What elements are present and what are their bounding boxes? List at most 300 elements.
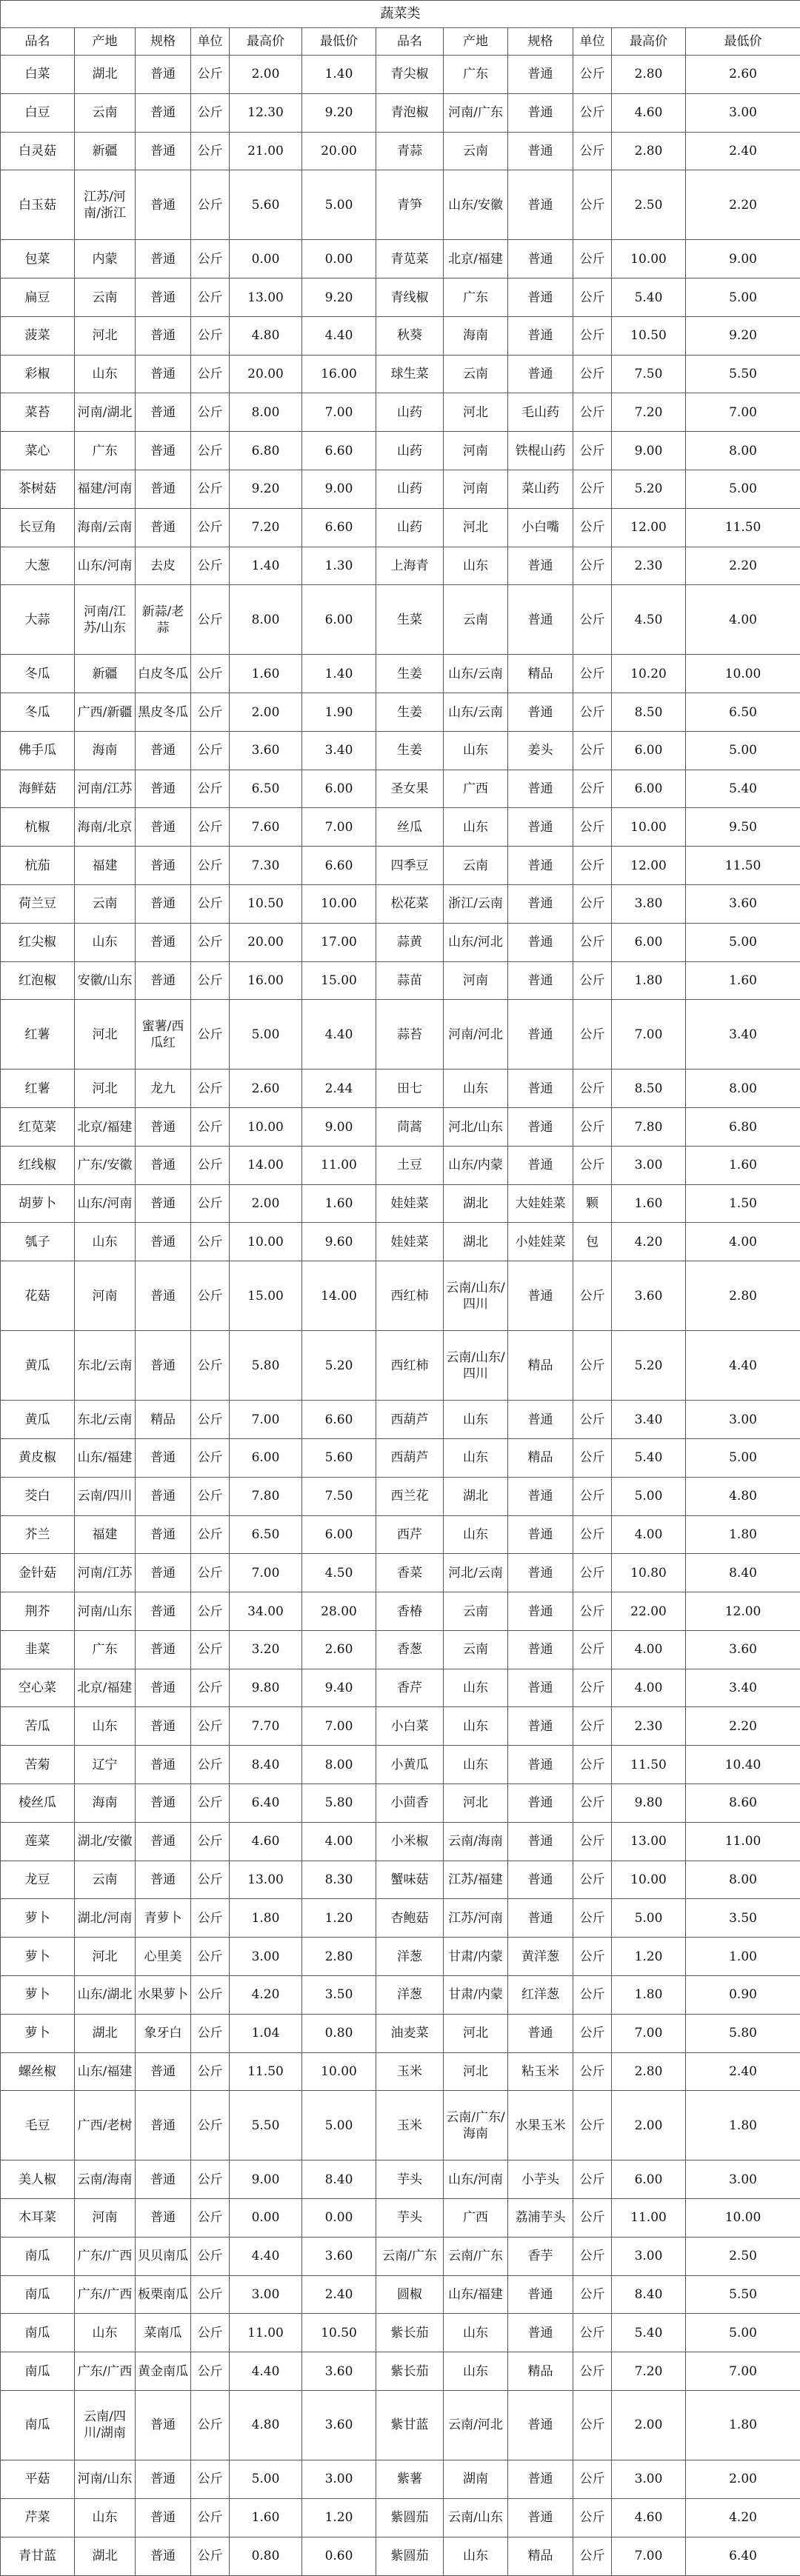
table-cell: 1.20	[302, 2498, 376, 2537]
table-row	[1, 885, 800, 924]
table-cell: 河南/河北	[444, 1000, 508, 1070]
table-cell: 公斤	[573, 1331, 612, 1401]
table-row	[1, 1146, 800, 1184]
table-cell: 7.00	[686, 393, 800, 432]
column-header: 产地	[75, 28, 136, 56]
table-row	[1, 56, 800, 94]
table-cell: 小米椒	[376, 1822, 444, 1861]
table-cell: 铁棍山药	[508, 432, 573, 470]
table-cell: 公斤	[191, 1439, 230, 1478]
table-row	[1, 2314, 800, 2352]
table-cell: 公斤	[573, 1000, 612, 1070]
table-cell: 红苋菜	[1, 1108, 75, 1147]
table-cell: 菜南瓜	[136, 2314, 191, 2352]
table-cell: 球生菜	[376, 355, 444, 393]
table-cell: 普通	[136, 770, 191, 808]
table-cell: 彩椒	[1, 355, 75, 393]
table-cell: 公斤	[191, 2237, 230, 2275]
table-cell: 3.60	[686, 885, 800, 924]
table-cell: 公斤	[191, 1070, 230, 1108]
table-cell: 10.00	[230, 1223, 302, 1261]
table-cell: 甘肃/内蒙	[444, 1938, 508, 1976]
table-cell: 普通	[136, 885, 191, 924]
table-cell: 杭椒	[1, 808, 75, 847]
table-cell: 白灵菇	[1, 132, 75, 170]
table-cell: 10.80	[612, 1554, 686, 1592]
table-cell: 萝卜	[1, 1938, 75, 1976]
table-cell: 普通	[508, 1822, 573, 1861]
table-cell: 精品	[508, 1331, 573, 1401]
table-cell: 9.00	[302, 470, 376, 509]
table-cell: 山东/河北	[444, 923, 508, 961]
table-cell: 普通	[136, 961, 191, 1000]
table-cell: 普通	[508, 1261, 573, 1331]
table-cell: 普通	[508, 1146, 573, 1184]
table-row	[1, 278, 800, 317]
table-cell: 河南	[444, 961, 508, 1000]
table-cell: 8.40	[612, 2275, 686, 2314]
table-cell: 10.20	[612, 655, 686, 693]
table-cell: 象牙白	[136, 2014, 191, 2052]
table-cell: 2.00	[612, 2390, 686, 2460]
table-cell: 青线椒	[376, 278, 444, 317]
table-cell: 公斤	[573, 1592, 612, 1631]
table-cell: 11.00	[302, 1146, 376, 1184]
table-cell: 0.80	[302, 2014, 376, 2052]
table-row	[1, 693, 800, 732]
table-cell: 云南	[444, 847, 508, 885]
table-cell: 普通	[136, 1223, 191, 1261]
table-cell: 蒜苗	[376, 961, 444, 1000]
table-row	[1, 2237, 800, 2275]
table-cell: 6.00	[612, 2160, 686, 2199]
table-cell: 河北	[444, 393, 508, 432]
table-cell: 白菜	[1, 56, 75, 94]
table-row	[1, 1108, 800, 1147]
table-cell: 云南	[75, 93, 136, 132]
table-cell: 普通	[136, 393, 191, 432]
table-cell: 4.60	[230, 1822, 302, 1861]
table-cell: 云南	[75, 885, 136, 924]
table-cell: 河北	[444, 1784, 508, 1823]
table-cell: 公斤	[573, 847, 612, 885]
table-cell: 普通	[136, 355, 191, 393]
table-cell: 河南/广东	[444, 93, 508, 132]
table-cell: 河北	[75, 316, 136, 355]
table-row	[1, 2390, 800, 2460]
table-cell: 广东/广西	[75, 2237, 136, 2275]
table-cell: 青萝卜	[136, 1899, 191, 1938]
table-row	[1, 1938, 800, 1976]
table-cell: 公斤	[191, 1669, 230, 1707]
table-cell: 公斤	[191, 132, 230, 170]
table-cell: 公斤	[191, 770, 230, 808]
table-cell: 精品	[136, 1401, 191, 1439]
table-cell: 冬瓜	[1, 655, 75, 693]
table-cell: 公斤	[573, 316, 612, 355]
table-row	[1, 132, 800, 170]
table-cell: 普通	[136, 170, 191, 240]
table-cell: 山东/福建	[75, 2052, 136, 2091]
table-cell: 河南	[75, 2199, 136, 2238]
table-cell: 9.80	[612, 1784, 686, 1823]
table-cell: 6.60	[302, 508, 376, 547]
table-cell: 云南/河北	[444, 2390, 508, 2460]
table-cell: 南瓜	[1, 2314, 75, 2352]
table-cell: 普通	[508, 1108, 573, 1147]
table-cell: 山药	[376, 432, 444, 470]
table-row	[1, 770, 800, 808]
table-cell: 22.00	[612, 1592, 686, 1631]
table-cell: 蒜苔	[376, 1000, 444, 1070]
table-cell: 公斤	[191, 885, 230, 924]
table-cell: 3.50	[302, 1975, 376, 2014]
column-header: 品名	[376, 28, 444, 56]
table-cell: 金针菇	[1, 1554, 75, 1592]
table-cell: 山东	[444, 547, 508, 585]
table-cell: 公斤	[573, 93, 612, 132]
table-cell: 4.50	[302, 1554, 376, 1592]
table-cell: 3.00	[612, 1146, 686, 1184]
table-cell: 西葫芦	[376, 1439, 444, 1478]
table-cell: 10.00	[302, 885, 376, 924]
table-cell: 红薯	[1, 1000, 75, 1070]
table-cell: 5.40	[612, 278, 686, 317]
table-cell: 0.00	[230, 2199, 302, 2238]
table-row	[1, 1439, 800, 1478]
table-cell: 山东/安徽	[444, 170, 508, 240]
table-cell: 16.00	[230, 961, 302, 1000]
table-cell: 8.00	[686, 1861, 800, 1899]
table-cell: 3.00	[686, 2160, 800, 2199]
table-cell: 公斤	[573, 508, 612, 547]
table-cell: 大葱	[1, 547, 75, 585]
table-cell: 2.00	[230, 56, 302, 94]
table-cell: 6.00	[612, 731, 686, 770]
table-cell: 普通	[136, 240, 191, 278]
table-cell: 9.00	[686, 240, 800, 278]
table-cell: 5.00	[612, 1899, 686, 1938]
table-cell: 云南	[444, 1592, 508, 1631]
table-cell: 普通	[508, 2460, 573, 2498]
table-cell: 12.00	[686, 1592, 800, 1631]
table-cell: 黄瓜	[1, 1401, 75, 1439]
table-cell: 海鲜菇	[1, 770, 75, 808]
table-cell: 河北	[75, 1000, 136, 1070]
table-row	[1, 1746, 800, 1784]
table-row	[1, 2199, 800, 2238]
table-cell: 广东/广西	[75, 2275, 136, 2314]
table-cell: 普通	[136, 1822, 191, 1861]
table-cell: 心里美	[136, 1938, 191, 1976]
table-cell: 9.60	[302, 1223, 376, 1261]
table-cell: 海南	[444, 316, 508, 355]
table-cell: 普通	[508, 1861, 573, 1899]
table-cell: 8.40	[302, 2160, 376, 2199]
table-cell: 普通	[136, 470, 191, 509]
table-cell: 普通	[136, 132, 191, 170]
table-cell: 普通	[136, 508, 191, 547]
table-cell: 公斤	[191, 2014, 230, 2052]
table-cell: 10.40	[686, 1746, 800, 1784]
table-cell: 5.00	[302, 2091, 376, 2160]
table-cell: 冬瓜	[1, 693, 75, 732]
table-cell: 11.50	[230, 2052, 302, 2091]
table-cell: 公斤	[573, 923, 612, 961]
table-cell: 8.00	[302, 1746, 376, 1784]
table-cell: 普通	[136, 1108, 191, 1147]
table-cell: 5.50	[686, 2275, 800, 2314]
table-cell: 4.80	[230, 316, 302, 355]
table-cell: 荔浦芋头	[508, 2199, 573, 2238]
table-cell: 9.00	[612, 432, 686, 470]
table-cell: 普通	[508, 278, 573, 317]
table-cell: 1.60	[230, 2498, 302, 2537]
table-cell: 11.50	[686, 847, 800, 885]
table-cell: 红泡椒	[1, 961, 75, 1000]
table-cell: 公斤	[191, 693, 230, 732]
table-cell: 20.00	[230, 923, 302, 961]
table-cell: 普通	[508, 93, 573, 132]
table-cell: 7.30	[230, 847, 302, 885]
table-row	[1, 1822, 800, 1861]
table-cell: 公斤	[191, 2390, 230, 2460]
table-cell: 公斤	[191, 1975, 230, 2014]
table-row	[1, 1707, 800, 1746]
table-cell: 普通	[508, 885, 573, 924]
table-cell: 8.40	[230, 1746, 302, 1784]
table-cell: 公斤	[191, 1746, 230, 1784]
table-cell: 6.40	[686, 2537, 800, 2575]
table-cell: 云南/广东	[376, 2237, 444, 2275]
table-cell: 普通	[136, 1707, 191, 1746]
table-cell: 5.50	[686, 355, 800, 393]
table-cell: 娃娃菜	[376, 1184, 444, 1223]
table-cell: 5.00	[230, 1000, 302, 1070]
table-cell: 普通	[136, 2052, 191, 2091]
table-cell: 海南/北京	[75, 808, 136, 847]
table-cell: 5.00	[686, 470, 800, 509]
table-cell: 浙江/云南	[444, 885, 508, 924]
table-cell: 公斤	[191, 1108, 230, 1147]
table-cell: 10.00	[612, 808, 686, 847]
table-cell: 黄皮椒	[1, 1439, 75, 1478]
table-cell: 蜜薯/西瓜红	[136, 1000, 191, 1070]
table-cell: 2.20	[686, 1707, 800, 1746]
table-cell: 广东	[75, 432, 136, 470]
table-cell: 河北/云南	[444, 1554, 508, 1592]
table-cell: 山东	[444, 1515, 508, 1554]
table-cell: 山东	[444, 2314, 508, 2352]
table-cell: 湖北	[444, 1477, 508, 1515]
table-cell: 云南/海南	[75, 2160, 136, 2199]
table-cell: 14.00	[230, 1146, 302, 1184]
table-cell: 湖北/河南	[75, 1899, 136, 1938]
table-cell: 南瓜	[1, 2237, 75, 2275]
table-cell: 公斤	[573, 2352, 612, 2391]
table-cell: 5.80	[230, 1331, 302, 1401]
table-cell: 13.00	[230, 278, 302, 317]
table-cell: 普通	[136, 2498, 191, 2537]
table-cell: 7.70	[230, 1707, 302, 1746]
table-cell: 山东/云南	[444, 693, 508, 732]
table-cell: 福建/河南	[75, 470, 136, 509]
table-row	[1, 355, 800, 393]
table-cell: 普通	[508, 1707, 573, 1746]
table-cell: 普通	[508, 1515, 573, 1554]
table-cell: 公斤	[573, 2091, 612, 2160]
table-cell: 紫甘蓝	[376, 2390, 444, 2460]
table-cell: 菜心	[1, 432, 75, 470]
table-cell: 1.80	[612, 1975, 686, 2014]
table-cell: 土豆	[376, 1146, 444, 1184]
table-row	[1, 2014, 800, 2052]
table-cell: 2.50	[612, 170, 686, 240]
table-cell: 公斤	[573, 170, 612, 240]
table-cell: 公斤	[573, 1070, 612, 1108]
table-cell: 2.60	[302, 1630, 376, 1669]
table-cell: 上海青	[376, 547, 444, 585]
table-row	[1, 1261, 800, 1331]
table-cell: 公斤	[191, 808, 230, 847]
table-cell: 5.60	[230, 170, 302, 240]
table-cell: 公斤	[573, 885, 612, 924]
table-cell: 5.80	[302, 1784, 376, 1823]
table-cell: 8.50	[612, 693, 686, 732]
table-cell: 黄洋葱	[508, 1938, 573, 1976]
table-cell: 公斤	[191, 1331, 230, 1401]
table-cell: 普通	[136, 1261, 191, 1331]
table-cell: 4.50	[612, 585, 686, 655]
table-cell: 普通	[508, 316, 573, 355]
table-cell: 南瓜	[1, 2275, 75, 2314]
table-cell: 棱丝瓜	[1, 1784, 75, 1823]
table-cell: 公斤	[573, 1669, 612, 1707]
table-cell: 香菜	[376, 1554, 444, 1592]
table-cell: 普通	[136, 1630, 191, 1669]
table-cell: 江苏/河南	[444, 1899, 508, 1938]
table-cell: 普通	[136, 1515, 191, 1554]
table-cell: 公斤	[573, 1861, 612, 1899]
table-cell: 1.40	[230, 547, 302, 585]
table-cell: 洋葱	[376, 1975, 444, 2014]
table-cell: 1.20	[302, 1899, 376, 1938]
table-cell: 5.60	[302, 1439, 376, 1478]
table-cell: 公斤	[573, 1746, 612, 1784]
table-cell: 山东/云南	[444, 655, 508, 693]
table-cell: 小白菜	[376, 1707, 444, 1746]
table-cell: 9.20	[302, 93, 376, 132]
table-cell: 11.00	[686, 1822, 800, 1861]
table-cell: 2.00	[686, 2460, 800, 2498]
table-cell: 广东	[75, 1630, 136, 1669]
table-cell: 6.50	[230, 770, 302, 808]
table-row	[1, 1899, 800, 1938]
table-cell: 大蒜	[1, 585, 75, 655]
table-cell: 普通	[508, 2014, 573, 2052]
table-cell: 广西	[444, 2199, 508, 2238]
table-cell: 12.30	[230, 93, 302, 132]
table-cell: 荆芥	[1, 1592, 75, 1631]
table-cell: 菜山药	[508, 470, 573, 509]
table-cell: 4.00	[302, 1822, 376, 1861]
table-cell: 香椿	[376, 1592, 444, 1631]
table-cell: 普通	[136, 2460, 191, 2498]
table-cell: 5.40	[612, 2314, 686, 2352]
table-cell: 10.00	[612, 240, 686, 278]
table-cell: 普通	[136, 1746, 191, 1784]
table-cell: 辽宁	[75, 1746, 136, 1784]
table-cell: 新疆	[75, 655, 136, 693]
table-cell: 河南	[75, 1261, 136, 1331]
table-cell: 公斤	[573, 2275, 612, 2314]
table-cell: 普通	[508, 1746, 573, 1784]
column-header: 品名	[1, 28, 75, 56]
table-cell: 8.30	[302, 1861, 376, 1899]
table-cell: 蒜黄	[376, 923, 444, 961]
table-cell: 洋葱	[376, 1938, 444, 1976]
table-cell: 4.00	[686, 1223, 800, 1261]
table-cell: 普通	[508, 1899, 573, 1938]
table-cell: 1.60	[302, 1184, 376, 1223]
table-cell: 2.44	[302, 1070, 376, 1108]
table-cell: 28.00	[302, 1592, 376, 1631]
table-cell: 9.40	[302, 1669, 376, 1707]
table-cell: 白皮冬瓜	[136, 655, 191, 693]
table-cell: 云南	[444, 1630, 508, 1669]
table-cell: 2.60	[230, 1070, 302, 1108]
table-cell: 公斤	[573, 432, 612, 470]
table-cell: 普通	[136, 2091, 191, 2160]
table-cell: 公斤	[191, 2275, 230, 2314]
table-cell: 公斤	[191, 1861, 230, 1899]
table-cell: 公斤	[191, 1477, 230, 1515]
table-cell: 7.00	[686, 2352, 800, 2391]
table-cell: 10.00	[230, 1108, 302, 1147]
table-cell: 包菜	[1, 240, 75, 278]
table-cell: 10.00	[302, 2052, 376, 2091]
table-cell: 7.50	[302, 1477, 376, 1515]
table-cell: 油麦菜	[376, 2014, 444, 2052]
table-cell: 11.50	[612, 1746, 686, 1784]
table-cell: 云南/四川	[75, 1477, 136, 1515]
table-cell: 5.50	[230, 2091, 302, 2160]
table-cell: 普通	[508, 961, 573, 1000]
column-header: 最高价	[612, 28, 686, 56]
table-cell: 公斤	[191, 923, 230, 961]
table-cell: 4.80	[686, 1477, 800, 1515]
table-cell: 公斤	[573, 1707, 612, 1746]
table-cell: 3.40	[686, 1669, 800, 1707]
table-cell: 龙九	[136, 1070, 191, 1108]
table-cell: 公斤	[191, 547, 230, 585]
table-row	[1, 2498, 800, 2537]
table-row	[1, 93, 800, 132]
table-row	[1, 961, 800, 1000]
table-cell: 山东	[444, 1746, 508, 1784]
table-cell: 普通	[136, 1861, 191, 1899]
table-cell: 公斤	[573, 1822, 612, 1861]
table-cell: 山东	[444, 1439, 508, 1478]
table-cell: 精品	[508, 2537, 573, 2575]
table-cell: 20.00	[302, 132, 376, 170]
table-cell: 公斤	[191, 355, 230, 393]
table-cell: 6.40	[230, 1784, 302, 1823]
table-cell: 毛豆	[1, 2091, 75, 2160]
table-cell: 萝卜	[1, 2014, 75, 2052]
table-row	[1, 1223, 800, 1261]
table-cell: 白豆	[1, 93, 75, 132]
